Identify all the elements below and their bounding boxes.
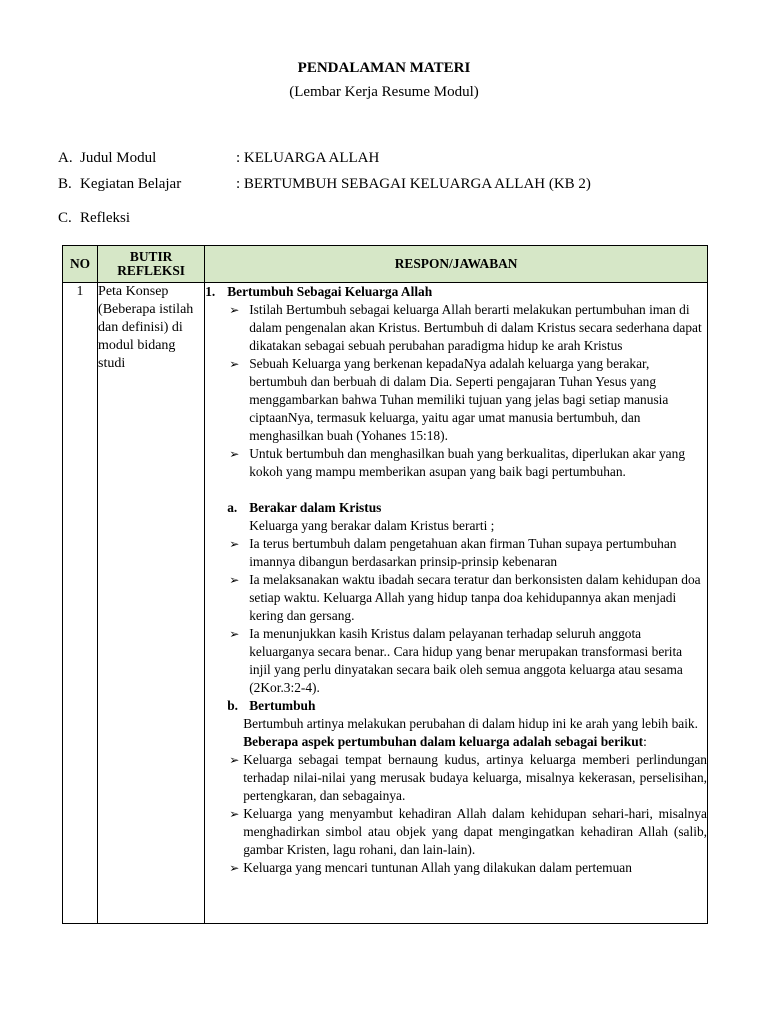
header-butir: BUTIR REFLEKSI bbox=[98, 246, 205, 283]
subsection-heading bbox=[205, 499, 707, 517]
subsection-intro: Keluarga yang berakar dalam Kristus berarti ; bbox=[249, 518, 495, 533]
subsection-number: a. bbox=[227, 500, 238, 515]
arrow-bullet-icon: ➢ bbox=[229, 447, 240, 461]
arrow-bullet-icon: ➢ bbox=[229, 753, 240, 767]
cell-butir: Peta Konsep (Beberapa istilah dan definisi) di modul bidang studi bbox=[98, 283, 205, 924]
meta-letter: B. bbox=[58, 176, 72, 192]
page-subtitle: (Lembar Kerja Resume Modul) bbox=[289, 84, 479, 100]
meta-value: : BERTUMBUH SEBAGAI KELUARGA ALLAH (KB 2) bbox=[236, 176, 591, 192]
arrow-bullet-icon: ➢ bbox=[229, 627, 240, 641]
page-title: PENDALAMAN MATERI bbox=[297, 60, 471, 76]
list-item: ➢ Ia menunjukkan kasih Kristus dalam pelayanan terhadap seluruh anggota keluarganya secara benar.. Cara hidup yang benar merupakan transformasi berita injil yang perlu dinyatakan secara baik oleh semua anggota keluarga atau sesama (2Kor.3:2-4). bbox=[229, 626, 683, 695]
meta-label: Judul Modul bbox=[80, 150, 157, 166]
arrow-bullet-icon: ➢ bbox=[229, 807, 240, 821]
meta-label: Refleksi bbox=[80, 210, 130, 226]
list-item: ➢ Istilah Bertumbuh sebagai keluarga Allah berarti melakukan pertumbuhan iman di dalam pengenalan akan Kristus. Bertumbuh di dalam Kristus secara sederhana dapat dikatakan sebagai sebuah perubahan paradigma hidup ke arah Kristus bbox=[229, 302, 702, 353]
cell-respon bbox=[205, 283, 708, 924]
list-item: ➢ Keluarga yang mencari tuntunan Allah yang dilakukan dalam pertemuan bbox=[229, 860, 632, 875]
section-number: 1. bbox=[205, 284, 216, 299]
arrow-bullet-icon: ➢ bbox=[229, 303, 240, 317]
meta-label: Kegiatan Belajar bbox=[80, 176, 182, 192]
cell-no: 1 bbox=[63, 283, 98, 924]
header-no: NO bbox=[63, 246, 98, 283]
subsection-title: Berakar dalam Kristus bbox=[249, 500, 382, 515]
header-respon: RESPON/JAWABAN bbox=[205, 246, 708, 283]
list-item: ➢ Keluarga sebagai tempat bernaung kudus, artinya keluarga memberi perlindungan terhadap nilai-nilai yang merusak budaya keluarga, misalnya kekerasan, perselisihan, pertengkaran, dan sebagainya. bbox=[229, 752, 707, 803]
table-header-row bbox=[63, 246, 708, 283]
arrow-bullet-icon: ➢ bbox=[229, 537, 240, 551]
meta-letter: C. bbox=[58, 210, 72, 226]
section-heading bbox=[205, 283, 707, 301]
subsection-heading bbox=[205, 697, 707, 715]
list-item: ➢ Sebuah Keluarga yang berkenan kepadaNya adalah keluarga yang berakar, bertumbuh dan berbuah di dalam Dia. Seperti pengajaran Tuhan Yesus yang menggambarkan bahwa Tuhan memiliki tujuan yang jelas bagi setiap manusia ciptaanNya, termasuk keluarga, yaitu agar umat manusia bertumbuh, dan menghasilkan buah (Yohanes 15:18). bbox=[229, 356, 669, 443]
arrow-bullet-icon: ➢ bbox=[229, 573, 240, 587]
section-title: Bertumbuh Sebagai Keluarga Allah bbox=[227, 284, 433, 299]
subsection-intro: Bertumbuh artinya melakukan perubahan di dalam hidup ini ke arah yang lebih baik. Beberapa aspek pertumbuhan dalam keluarga adalah sebagai berikut: bbox=[243, 716, 698, 749]
meta-letter: A. bbox=[58, 150, 73, 166]
meta-judul-modul bbox=[58, 150, 379, 167]
subsection-number: b. bbox=[227, 698, 238, 713]
list-item: ➢ Ia melaksanakan waktu ibadah secara teratur dan berkonsisten dalam kehidupan doa setiap waktu. Keluarga Allah yang hidup tanpa doa kehidupannya akan menjadi kering dan gersang. bbox=[229, 572, 701, 623]
arrow-bullet-icon: ➢ bbox=[229, 861, 240, 875]
table-row bbox=[63, 283, 708, 924]
list-item: ➢ Keluarga yang menyambut kehadiran Allah dalam kehidupan sehari-hari, misalnya menghadirkan simbol atau objek yang dapat mengingatkan kehadiran Allah (salib, gambar Kristen, lagu rohani, dan lain-lain). bbox=[229, 806, 707, 857]
meta-kegiatan-belajar bbox=[58, 176, 591, 193]
refleksi-table bbox=[62, 245, 708, 924]
meta-value: : KELUARGA ALLAH bbox=[236, 150, 380, 166]
arrow-bullet-icon: ➢ bbox=[229, 357, 240, 371]
subsection-title: Bertumbuh bbox=[249, 698, 316, 713]
list-item: ➢ Untuk bertumbuh dan menghasilkan buah yang berkualitas, diperlukan akar yang kokoh yang mampu memberikan asupan yang baik bagi pertumbuhan. bbox=[229, 446, 686, 479]
list-item: ➢ Ia terus bertumbuh dalam pengetahuan akan firman Tuhan supaya pertumbuhan imannya dibangun berdasarkan prinsip-prinsip kebenaran bbox=[229, 536, 677, 569]
meta-refleksi bbox=[58, 210, 130, 227]
